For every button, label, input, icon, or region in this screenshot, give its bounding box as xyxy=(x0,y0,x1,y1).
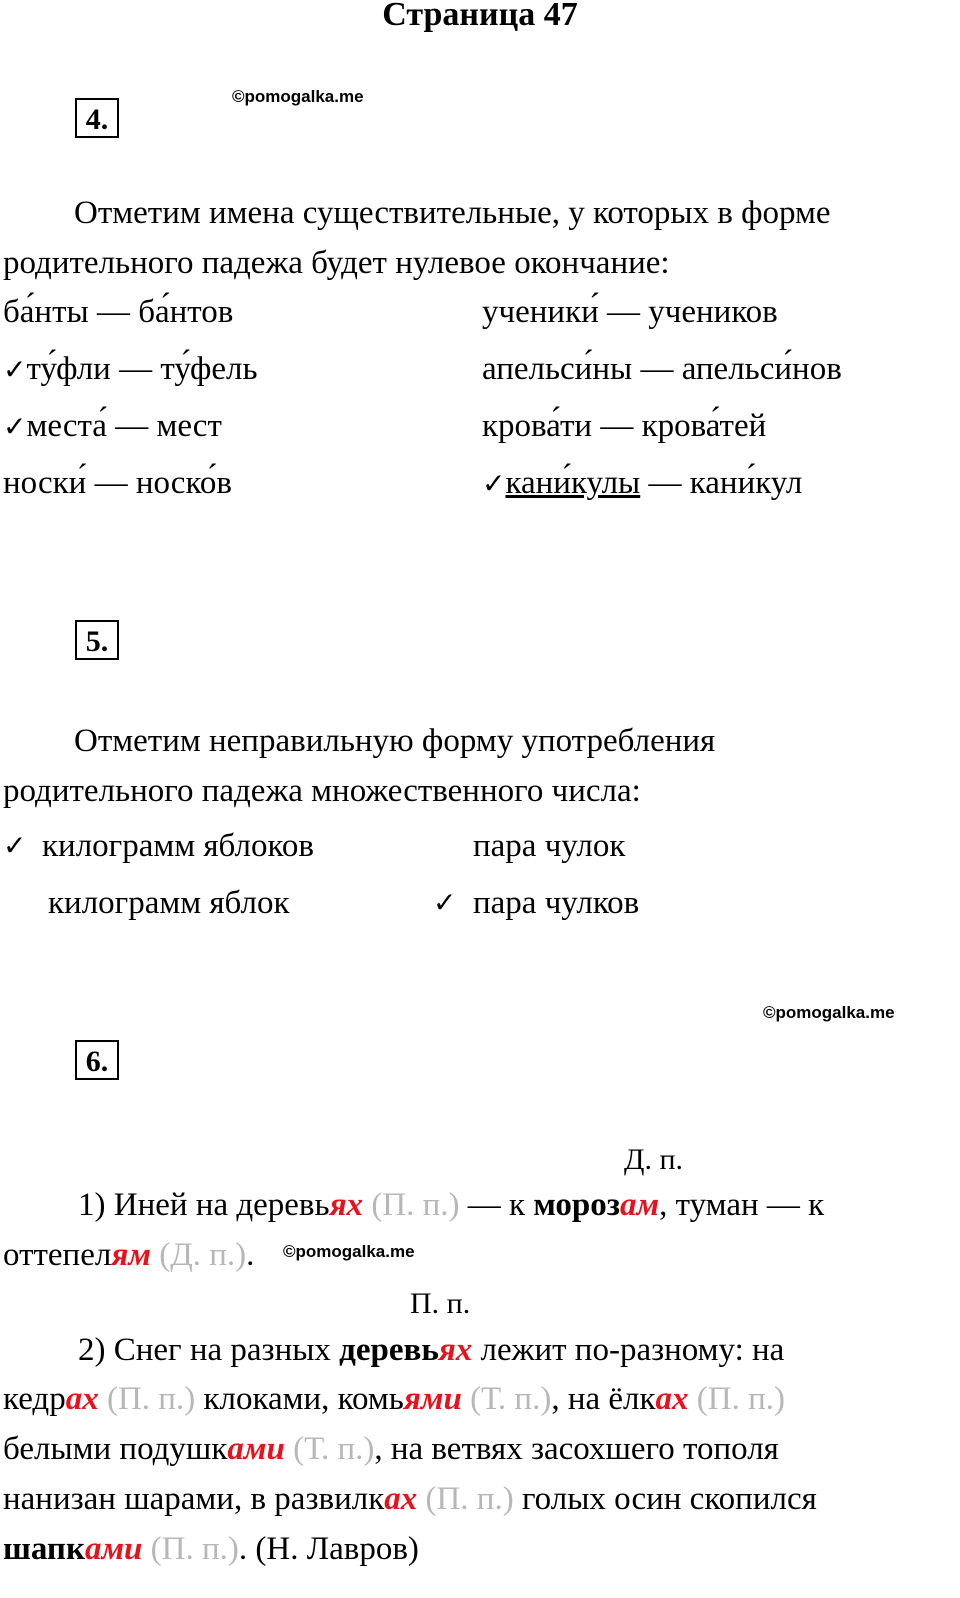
ex4-intro-line1: Отметим имена существительные, у которых в форме xyxy=(74,195,831,231)
exercise-4-number: 4. xyxy=(75,98,119,138)
word-pair: ✓кани́кулы — кани́кул xyxy=(482,465,803,501)
ex5-intro-line2: родительного падежа множественного числа: xyxy=(3,773,641,809)
exercise-5-number: 5. xyxy=(75,620,119,660)
watermark: ©pomogalka.me xyxy=(232,87,364,106)
option-item: пара чулок xyxy=(473,828,626,864)
option-item: килограмм яблок xyxy=(48,885,290,921)
sentence-2-line1: 2) Снег на разных деревьях лежит по-разному: на xyxy=(78,1332,785,1368)
option-item: килограмм яблоков xyxy=(42,828,314,864)
exercise-6-number: 6. xyxy=(75,1040,119,1080)
sentence-2-line4: нанизан шарами, в развилках (П. п.) голых осин скопился xyxy=(3,1481,817,1517)
watermark: ©pomogalka.me xyxy=(763,1003,895,1022)
sentence-2-line2: кедрах (П. п.) клоками, комьями (Т. п.), на ёлках (П. п.) xyxy=(3,1381,786,1417)
case-label: Д. п. xyxy=(624,1143,684,1176)
check-icon: ✓ xyxy=(3,829,27,862)
ex5-intro-line1: Отметим неправильную форму употребления xyxy=(74,723,716,759)
sentence-2-line3: белыми подушками (Т. п.), на ветвях засохшего тополя xyxy=(3,1431,779,1467)
check-icon: ✓ xyxy=(3,410,27,443)
case-label: П. п. xyxy=(410,1287,471,1320)
sentence-1-line1: 1) Иней на деревьях (П. п.) — к морозам, туман — к xyxy=(78,1187,825,1223)
check-icon: ✓ xyxy=(433,886,457,919)
word-pair: апельси́ны — апельси́нов xyxy=(482,351,842,387)
option-item: пара чулков xyxy=(473,885,640,921)
word-pair: ✓места́ — мест xyxy=(3,408,222,444)
check-icon: ✓ xyxy=(482,467,506,500)
word-pair: крова́ти — крова́тей xyxy=(482,408,767,444)
word-pair: ✓ту́фли — ту́фель xyxy=(3,351,258,387)
word-pair: ученики́ — учеников xyxy=(482,294,778,330)
word-pair: ба́нты — ба́нтов xyxy=(3,294,234,330)
word-pair: носки́ — носко́в xyxy=(3,465,232,501)
ex4-intro-line2: родительного падежа будет нулевое окончание: xyxy=(3,245,670,281)
watermark: ©pomogalka.me xyxy=(283,1242,415,1261)
page-title: Страница 47 xyxy=(382,0,578,33)
check-icon: ✓ xyxy=(3,353,27,386)
sentence-1-line2: оттепелям (Д. п.). xyxy=(3,1237,255,1273)
sentence-2-line5: шапками (П. п.). (Н. Лавров) xyxy=(3,1531,419,1567)
